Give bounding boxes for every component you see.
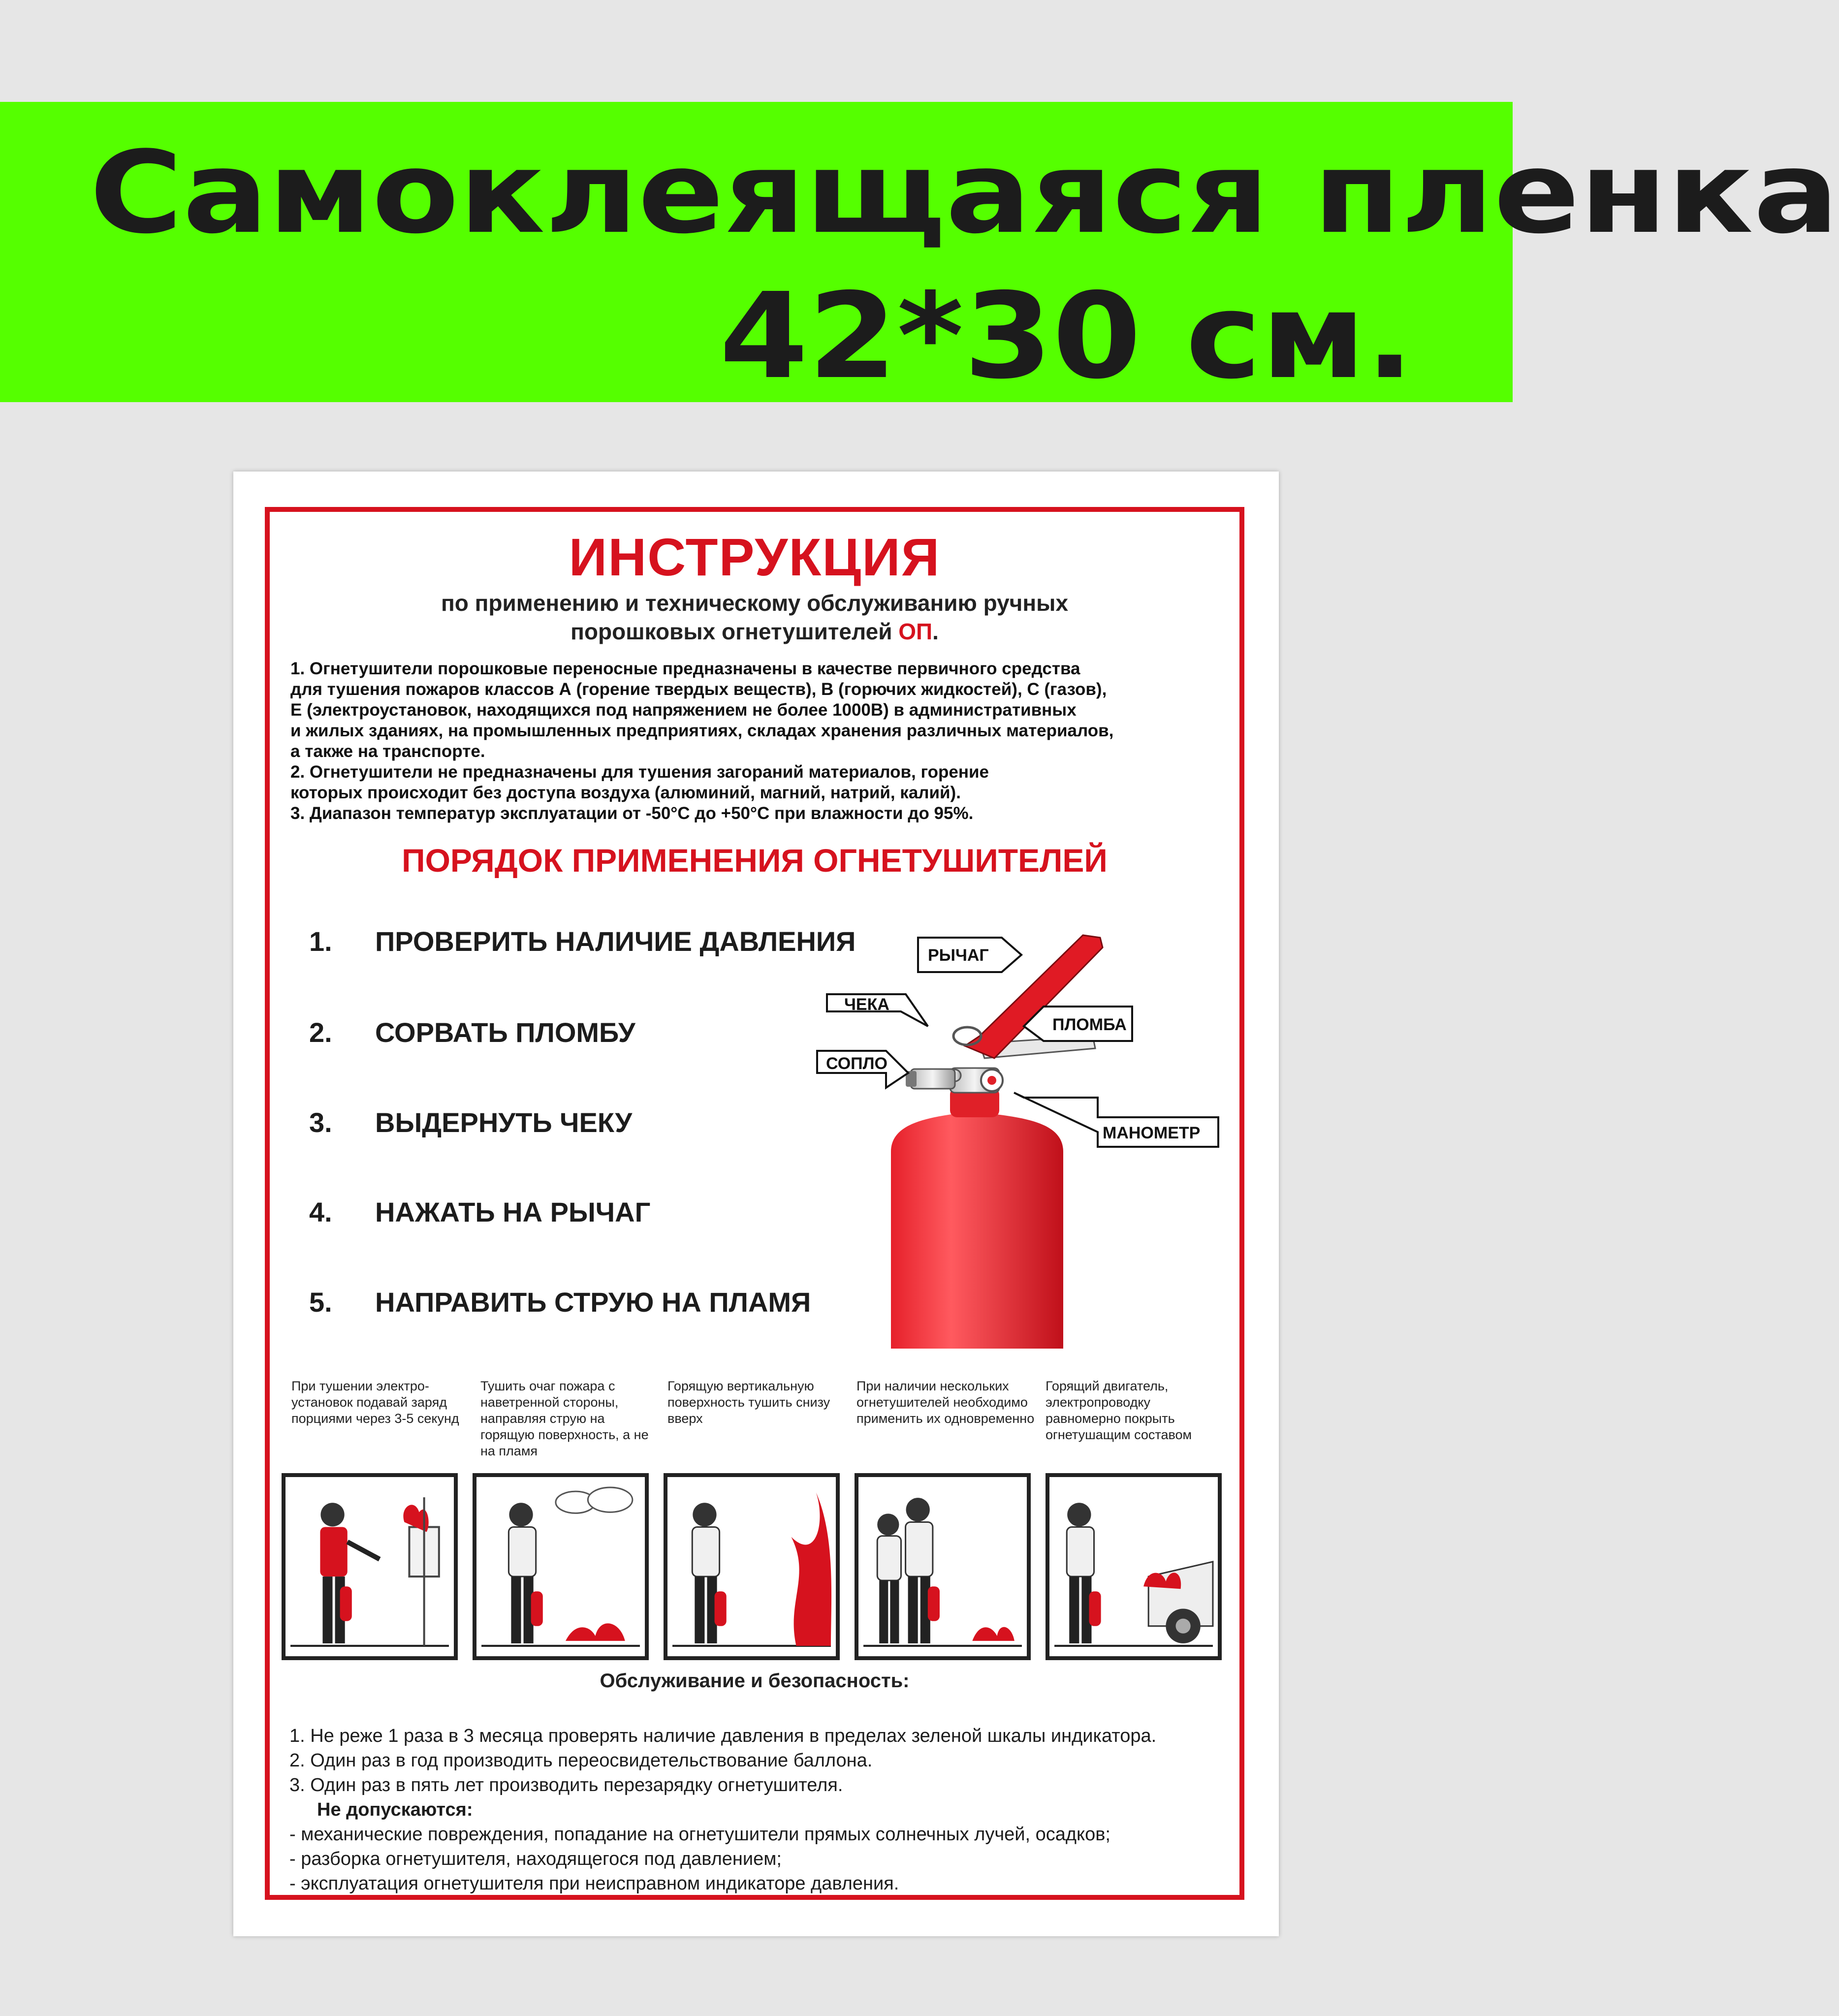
- maintenance-item: 1. Не реже 1 раза в 3 месяца проверять наличие давления в пределах зеленой шкалы индикатора.: [289, 1726, 1157, 1746]
- section-title: ПОРЯДОК ПРИМЕНЕНИЯ ОГНЕТУШИТЕЛЕЙ: [402, 842, 1108, 879]
- prohibited-item: - разборка огнетушителя, находящегося под давлением;: [289, 1849, 782, 1869]
- step-text: ВЫДЕРНУТЬ ЧЕКУ: [375, 1107, 633, 1138]
- label-lever: [918, 938, 1021, 972]
- illustration-engine: [1046, 1473, 1222, 1660]
- intro-line: для тушения пожаров классов А (горение твердых веществ), В (горючих жидкостей), С (газов),: [290, 680, 1107, 699]
- label-pin: [827, 994, 928, 1026]
- svg-text:ЧЕКА: ЧЕКА: [844, 995, 889, 1014]
- step-number: 3.: [309, 1107, 332, 1138]
- prohibited-item: - эксплуатация огнетушителя при неисправном индикаторе давления.: [289, 1873, 899, 1894]
- caption: При тушении электро-установок подавай заряд порциями через 3-5 секунд: [291, 1379, 459, 1426]
- illustration-vertical: [664, 1473, 840, 1660]
- svg-text:ПЛОМБА: ПЛОМБА: [1052, 1015, 1127, 1034]
- subtitle-line-1: по применению и техническому обслуживанию ручных: [441, 590, 1069, 616]
- step-number: 5.: [309, 1287, 332, 1318]
- step-item: [305, 925, 896, 960]
- captions-row: [280, 1378, 1239, 1457]
- subtitle-line-2-text: порошковых огнетушителей: [571, 619, 892, 644]
- poster-title: ИНСТРУКЦИЯ: [569, 527, 941, 587]
- illustration-multiple: [855, 1473, 1031, 1660]
- subtitle-end: .: [932, 619, 939, 644]
- subtitle-highlight: ОП: [898, 619, 933, 644]
- illustration-electrical: [282, 1473, 458, 1660]
- people-extinguishing-icon: [858, 1477, 1027, 1656]
- prohibited-item: - механические повреждения, попадание на огнетушители прямых солнечных лучей, осадков;: [289, 1824, 1110, 1845]
- label-nozzle: [817, 1051, 908, 1088]
- step-item: [305, 1196, 896, 1230]
- step-item: [305, 1286, 896, 1321]
- step-number: 2.: [309, 1017, 332, 1048]
- intro-line: 3. Диапазон температур эксплуатации от -50°С до +50°С при влажности до 95%.: [290, 804, 974, 823]
- poster-subtitle: [265, 589, 1244, 646]
- banner-title: Самоклеящаяся пленка: [90, 127, 1839, 259]
- person-extinguishing-car-icon: [1049, 1477, 1218, 1656]
- extinguisher-diagram: [817, 925, 1221, 1349]
- svg-text:СОПЛО: СОПЛО: [826, 1054, 888, 1073]
- intro-line: 1. Огнетушители порошковые переносные предназначены в качестве первичного средства: [290, 659, 1080, 678]
- banner-size: 42*30 см.: [719, 267, 1414, 405]
- maintenance-item: 2. Один раз в год производить переосвидетельствование баллона.: [289, 1750, 873, 1771]
- maintenance-title: Обслуживание и безопасность:: [600, 1670, 910, 1692]
- intro-line: и жилых зданиях, на промышленных предприятиях, складах хранения различных материалов,: [290, 721, 1114, 740]
- step-item: [305, 1016, 896, 1051]
- subtitle-line-2: [265, 617, 1244, 646]
- caption: Тушить очаг пожара с наветренной стороны, направляя струю на горящую поверхность, а не на пламя: [480, 1379, 649, 1458]
- step-number: 4.: [309, 1197, 332, 1228]
- svg-text:МАНОМЕТР: МАНОМЕТР: [1103, 1124, 1201, 1142]
- intro-line: Е (электроустановок, находящихся под напряжением не более 1000В) в административных: [290, 700, 1077, 720]
- label-seal: [1024, 1007, 1132, 1041]
- illustration-windward: [473, 1473, 649, 1660]
- fire-extinguisher-icon: [817, 925, 1221, 1349]
- caption: При наличии нескольких огнетушителей необходимо применить их одновременно: [856, 1379, 1035, 1426]
- caption: Горящую вертикальную поверхность тушить снизу вверх: [667, 1379, 830, 1426]
- illustration-row: [280, 1473, 1239, 1665]
- step-number: 1.: [309, 926, 332, 957]
- person-extinguishing-icon: [476, 1477, 645, 1656]
- intro-line: а также на транспорте.: [290, 742, 485, 761]
- extinguisher-body: [891, 1112, 1063, 1349]
- step-item: [305, 1106, 896, 1141]
- step-text: НАПРАВИТЬ СТРУЮ НА ПЛАМЯ: [375, 1287, 811, 1318]
- step-text: ПРОВЕРИТЬ НАЛИЧИЕ ДАВЛЕНИЯ: [375, 926, 856, 957]
- svg-text:РЫЧАГ: РЫЧАГ: [928, 946, 989, 965]
- person-extinguishing-icon: [667, 1477, 836, 1656]
- intro-line: которых происходит без доступа воздуха (алюминий, магний, натрий, калий).: [290, 783, 961, 802]
- intro-line: 2. Огнетушители не предназначены для тушения загораний материалов, горение: [290, 762, 989, 782]
- step-text: СОРВАТЬ ПЛОМБУ: [375, 1017, 635, 1048]
- intro-paragraph: [290, 659, 1236, 824]
- maintenance-item: 3. Один раз в пять лет производить перезарядку огнетушителя.: [289, 1775, 843, 1796]
- maintenance-list: [289, 1724, 1235, 1896]
- prohibited-title: Не допускаются:: [317, 1799, 473, 1820]
- caption: Горящий двигатель, электропроводку равномерно покрыть огнетушащим составом: [1046, 1379, 1192, 1442]
- person-extinguishing-icon: [285, 1477, 454, 1656]
- step-text: НАЖАТЬ НА РЫЧАГ: [375, 1197, 651, 1228]
